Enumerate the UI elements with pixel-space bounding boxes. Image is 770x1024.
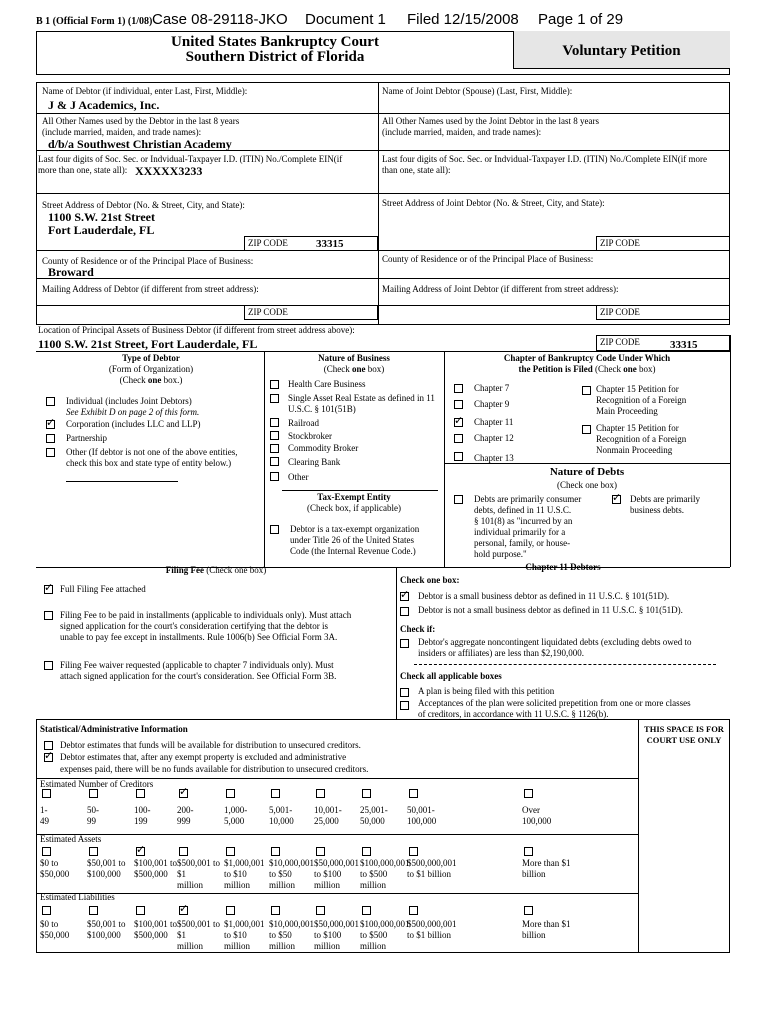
check-one-box-label: Check one box: (400, 575, 460, 585)
liabilities-range-label: million (269, 941, 296, 951)
liabilities-range-label: $50,000 (40, 930, 70, 940)
assets-range-label: $50,000,001 (314, 858, 359, 868)
debts-consumer-label-2: debts, defined in 11 U.S.C. (474, 505, 572, 515)
assets-range-checkbox[interactable] (316, 847, 325, 856)
creditors-range-checkbox[interactable] (136, 789, 145, 798)
assets-title: Estimated Assets (40, 834, 102, 844)
county-value[interactable]: Broward (48, 265, 94, 279)
joint-ssn-label: Last four digits of Soc. Sec. or Indvidual-Taxpayer I.D. (ITIN) No./Complete EIN(if more (382, 154, 708, 164)
ch12-label: Chapter 12 (474, 433, 514, 443)
debts-consumer-label-3: § 101(8) as "incurred by an (474, 516, 573, 526)
assets-range-checkbox[interactable] (409, 847, 418, 856)
ch15-nonmain-label: Chapter 15 Petition for (596, 423, 679, 433)
location-label: Location of Principal Assets of Business Debtor (if different from street address above): (38, 325, 355, 335)
court-use-2: COURT USE ONLY (646, 735, 722, 745)
type-sub-2: (Check one box.) (119, 375, 183, 385)
ch15-nonmain-label-3: Nonmain Proceeding (596, 445, 673, 455)
ch9-label: Chapter 9 (474, 399, 510, 409)
type-individual-checkbox[interactable] (46, 397, 55, 406)
liabilities-range-label: million (177, 941, 204, 951)
plan-filed-checkbox[interactable] (400, 688, 409, 697)
ch15-main-label-3: Main Proceeding (596, 406, 658, 416)
nb-clearing-label: Clearing Bank (288, 457, 341, 467)
nb-other-label: Other (288, 472, 309, 482)
ch11-debtors-title: Chapter 11 Debtors (525, 562, 601, 572)
fee-waiver-checkbox[interactable] (44, 661, 53, 670)
liabilities-range-checkbox[interactable] (362, 906, 371, 915)
liabilities-range-label: $1 (177, 930, 186, 940)
assets-range-label: $100,000,001 (360, 858, 410, 868)
liabilities-range-checkbox[interactable] (89, 906, 98, 915)
creditors-range-label: 100,000 (522, 816, 552, 826)
creditors-range-label: 25,001- (360, 805, 388, 815)
nature-business-sub: (Check one box) (323, 364, 385, 374)
liabilities-range-label: to $10 (224, 930, 247, 940)
zip-label: ZIP CODE (248, 238, 288, 248)
creditors-range-checkbox[interactable] (271, 789, 280, 798)
assets-range-label: million (360, 880, 387, 890)
nb-railroad-checkbox[interactable] (270, 418, 279, 427)
liabilities-title: Estimated Liabilities (40, 892, 115, 902)
joint-street-label: Street Address of Joint Debtor (No. & Street, City, and State): (382, 198, 605, 208)
creditors-range-label: 10,001- (314, 805, 342, 815)
nb-single-asset-label-2: U.S.C. § 101(51B) (288, 404, 356, 414)
assets-range-label: $0 to (40, 858, 59, 868)
creditors-range-label: 25,000 (314, 816, 339, 826)
liabilities-range-checkbox[interactable] (179, 906, 188, 915)
debts-consumer-label-6: hold purpose." (474, 549, 527, 559)
assets-range-label: to $1 billion (407, 869, 452, 879)
assets-range-label: to $500 (360, 869, 388, 879)
creditors-range-checkbox[interactable] (179, 789, 188, 798)
debts-business-label: Debts are primarily (630, 494, 700, 504)
creditors-range-label: 100- (134, 805, 151, 815)
type-other-label: Other (If debtor is not one of the above entities, (66, 447, 238, 457)
acceptances-label: Acceptances of the plan were solicited prepetition from one or more classes (418, 698, 691, 708)
nb-commodity-label: Commodity Broker (288, 443, 359, 453)
creditors-range-label: 99 (87, 816, 96, 826)
assets-range-label: million (269, 880, 296, 890)
fee-waiver-label-2: attach signed application for the court's consideration. See Official Form 3B. (60, 671, 337, 681)
acceptances-checkbox[interactable] (400, 701, 409, 710)
liabilities-range-label: $10,000,001 (269, 919, 314, 929)
location-value[interactable]: 1100 S.W. 21st Street, Fort Lauderdale, FL (38, 337, 258, 351)
debtor-ssn[interactable]: XXXXX3233 (135, 164, 203, 178)
aggregate-debts-label: Debtor's aggregate noncontingent liquidated debts (excluding debts owed to (418, 637, 692, 647)
court-name: United States Bankruptcy Court (171, 34, 379, 50)
tax-exempt-label-3: Code (the Internal Revenue Code.) (290, 546, 416, 556)
fee-full-checkbox[interactable] (44, 585, 53, 594)
creditors-range-label: 1,000- (224, 805, 248, 815)
liabilities-range-checkbox[interactable] (316, 906, 325, 915)
liabilities-range-label: $500,000,001 (407, 919, 457, 929)
fee-installments-label: Filing Fee to be paid in installments (applicable to individuals only). Must attach (60, 610, 352, 620)
creditors-range-checkbox[interactable] (226, 789, 235, 798)
joint-mailing-label: Mailing Address of Joint Debtor (if different from street address): (382, 284, 619, 294)
ch15-nonmain-checkbox[interactable] (582, 425, 591, 434)
ch9-checkbox[interactable] (454, 400, 463, 409)
nb-commodity-checkbox[interactable] (270, 444, 279, 453)
street-line-2[interactable]: Fort Lauderdale, FL (48, 223, 155, 237)
assets-range-label: billion (522, 869, 546, 879)
filing-fee-title: Filing Fee (Check one box) (165, 565, 267, 575)
assets-range-label: to $100 (314, 869, 342, 879)
ch7-checkbox[interactable] (454, 384, 463, 393)
liabilities-range-label: $500,000 (134, 930, 168, 940)
assets-range-label: to $50 (269, 869, 292, 879)
nature-debts-title: Nature of Debts (549, 466, 625, 478)
assets-range-label: $500,000,001 (407, 858, 457, 868)
creditors-range-checkbox[interactable] (89, 789, 98, 798)
document-number: Document 1 (305, 11, 386, 28)
acceptances-label-2: of creditors, in accordance with 11 U.S.C. § 1126(b). (418, 709, 609, 719)
location-zip-value[interactable]: 33315 (670, 339, 698, 351)
stat-admin-title: Statistical/Administrative Information (40, 724, 188, 734)
mailing-zip-label: ZIP CODE (248, 307, 288, 317)
debts-consumer-label-5: personal, family, or house- (474, 538, 571, 548)
assets-range-checkbox[interactable] (226, 847, 235, 856)
other-names-label: All Other Names used by the Debtor in the last 8 years (42, 116, 240, 126)
ssn-label: Last four digits of Soc. Sec. or Indvidual-Taxpayer I.D. (ITIN) No./Complete EIN(if (38, 154, 343, 164)
liabilities-range-label: million (224, 941, 251, 951)
assets-range-label: $500,000 (134, 869, 168, 879)
type-partnership-label: Partnership (66, 433, 107, 443)
creditors-range-label: 100,000 (407, 816, 437, 826)
assets-range-checkbox[interactable] (362, 847, 371, 856)
liabilities-range-label: $500,001 to (177, 919, 221, 929)
no-funds-checkbox[interactable] (44, 753, 53, 762)
assets-range-checkbox[interactable] (42, 847, 51, 856)
liabilities-range-checkbox[interactable] (42, 906, 51, 915)
assets-range-label: million (224, 880, 251, 890)
joint-mailing-zip-label: ZIP CODE (600, 307, 640, 317)
creditors-range-label: 5,000 (224, 816, 245, 826)
type-individual-label: Individual (includes Joint Debtors) (66, 396, 192, 406)
assets-range-label: $1 (177, 869, 186, 879)
nb-health-checkbox[interactable] (270, 380, 279, 389)
assets-range-label: $10,000,001 (269, 858, 314, 868)
creditors-range-checkbox[interactable] (409, 789, 418, 798)
type-corporation-label: Corporation (includes LLC and LLP) (66, 419, 201, 429)
nature-business-title: Nature of Business (318, 353, 390, 363)
aggregate-debts-label-2: insiders or affiliates) are less than $2,190,000. (418, 648, 585, 658)
liabilities-range-label: More than $1 (522, 919, 571, 929)
assets-range-label: million (177, 880, 204, 890)
assets-range-label: to $10 (224, 869, 247, 879)
creditors-range-label: 999 (177, 816, 191, 826)
county-label: County of Residence or of the Principal Place of Business: (42, 256, 254, 266)
debts-business-checkbox[interactable] (612, 495, 621, 504)
assets-range-checkbox[interactable] (89, 847, 98, 856)
ch15-main-label: Chapter 15 Petition for (596, 384, 679, 394)
assets-range-label: More than $1 (522, 858, 571, 868)
assets-range-label: $100,000 (87, 869, 121, 879)
street-line-1[interactable]: 1100 S.W. 21st Street (48, 210, 156, 224)
joint-other-names-label: All Other Names used by the Joint Debtor in the last 8 years (382, 116, 599, 126)
creditors-range-checkbox[interactable] (316, 789, 325, 798)
debtor-name[interactable]: J & J Academics, Inc. (48, 98, 160, 112)
other-entity-line[interactable] (66, 481, 178, 482)
plan-filed-label: A plan is being filed with this petition (418, 686, 555, 696)
debtor-other-names[interactable]: d/b/a Southwest Christian Academy (48, 137, 232, 151)
creditors-range-label: 1- (40, 805, 48, 815)
zip-value[interactable]: 33315 (316, 238, 344, 250)
liabilities-range-label: $100,001 to (134, 919, 178, 929)
creditors-title: Estimated Number of Creditors (40, 779, 154, 789)
chapter-sub: the Petition is Filed (Check one box) (518, 364, 656, 374)
other-names-label-2: (include married, maiden, and trade names): (42, 127, 202, 137)
small-business-checkbox[interactable] (400, 592, 409, 601)
liabilities-range-label: to $100 (314, 930, 342, 940)
creditors-range-label: Over (522, 805, 540, 815)
type-corporation-checkbox[interactable] (46, 420, 55, 429)
creditors-range-label: 49 (40, 816, 49, 826)
liabilities-range-checkbox[interactable] (136, 906, 145, 915)
creditors-range-checkbox[interactable] (362, 789, 371, 798)
nb-railroad-label: Railroad (288, 418, 319, 428)
nb-other-checkbox[interactable] (270, 472, 279, 481)
type-other-label-2: check this box and state type of entity below.) (66, 458, 232, 468)
assets-range-checkbox[interactable] (179, 847, 188, 856)
assets-range-checkbox[interactable] (524, 847, 533, 856)
joint-ssn-label-2: than one, state all): (382, 165, 451, 175)
liabilities-range-label: billion (522, 930, 546, 940)
street-label: Street Address of Debtor (No. & Street, City, and State): (42, 200, 245, 210)
creditors-range-checkbox[interactable] (524, 789, 533, 798)
joint-zip-label: ZIP CODE (600, 238, 640, 248)
liabilities-range-label: $100,000,001 (360, 919, 410, 929)
nature-debts-sub: (Check one box) (557, 480, 617, 490)
joint-name-label: Name of Joint Debtor (Spouse) (Last, First, Middle): (382, 86, 573, 96)
liabilities-range-label: $50,001 to (87, 919, 126, 929)
ch13-checkbox[interactable] (454, 452, 463, 461)
ch15-main-label-2: Recognition of a Foreign (596, 395, 687, 405)
location-zip-label: ZIP CODE (600, 337, 640, 347)
liabilities-range-label: $1,000,001 (224, 919, 265, 929)
fee-installments-label-2: signed application for the court's consideration certifying that the debtor is (60, 621, 329, 631)
liabilities-range-label: $0 to (40, 919, 59, 929)
court-use-1: THIS SPACE IS FOR (644, 724, 724, 734)
liabilities-range-label: million (360, 941, 387, 951)
debts-consumer-label: Debts are primarily consumer (474, 494, 582, 504)
ch13-label: Chapter 13 (474, 453, 514, 463)
court-district: Southern District of Florida (185, 49, 365, 65)
fee-full-label: Full Filing Fee attached (60, 584, 146, 594)
assets-range-label: $50,001 to (87, 858, 126, 868)
joint-county-label: County of Residence or of the Principal Place of Business: (382, 254, 594, 264)
no-funds-label-2: expenses paid, there will be no funds available for distribution to unsecured creditors. (60, 764, 369, 774)
nb-health-label: Health Care Business (288, 379, 366, 389)
assets-range-checkbox[interactable] (271, 847, 280, 856)
ch15-nonmain-label-2: Recognition of a Foreign (596, 434, 687, 444)
tax-exempt-title: Tax-Exempt Entity (317, 492, 391, 502)
ch7-label: Chapter 7 (474, 383, 510, 393)
creditors-range-label: 199 (134, 816, 148, 826)
assets-range-label: $500,001 to (177, 858, 221, 868)
case-number: Case 08-29118-JKO (152, 11, 288, 28)
ch11-label: Chapter 11 (474, 417, 514, 427)
type-other-checkbox[interactable] (46, 448, 55, 457)
assets-range-label: million (314, 880, 341, 890)
debts-consumer-label-4: individual primarily for a (474, 527, 566, 537)
debts-consumer-checkbox[interactable] (454, 495, 463, 504)
ch15-main-checkbox[interactable] (582, 386, 591, 395)
form-title: Voluntary Petition (562, 43, 681, 59)
mailing-label: Mailing Address of Debtor (if different from street address): (42, 284, 259, 294)
debtor-name-label: Name of Debtor (if individual, enter Last, First, Middle): (42, 86, 248, 96)
liabilities-range-checkbox[interactable] (524, 906, 533, 915)
nb-single-asset-checkbox[interactable] (270, 394, 279, 403)
joint-other-names-label-2: (include married, maiden, and trade names): (382, 127, 542, 137)
type-sub-1: (Form of Organization) (108, 364, 194, 374)
debts-business-label-2: business debts. (630, 505, 684, 515)
chapter-title: Chapter of Bankruptcy Code Under Which (503, 353, 671, 363)
no-funds-label: Debtor estimates that, after any exempt property is excluded and administrative (60, 752, 347, 762)
liabilities-range-label: $100,000 (87, 930, 121, 940)
page-number: Page 1 of 29 (538, 11, 624, 28)
creditors-range-label: 50,000 (360, 816, 385, 826)
tax-exempt-label: Debtor is a tax-exempt organization (290, 524, 420, 534)
creditors-range-label: 50- (87, 805, 99, 815)
nb-single-asset-label: Single Asset Real Estate as defined in 11 (288, 393, 435, 403)
fee-waiver-label: Filing Fee waiver requested (applicable to chapter 7 individuals only). Must (60, 660, 334, 670)
tax-exempt-checkbox[interactable] (270, 525, 279, 534)
liabilities-range-label: to $50 (269, 930, 292, 940)
ch11-checkbox[interactable] (454, 418, 463, 427)
creditors-range-checkbox[interactable] (42, 789, 51, 798)
type-individual-note: See Exhibit D on page 2 of this form. (66, 407, 200, 417)
funds-available-label: Debtor estimates that funds will be available for distribution to unsecured creditors. (60, 740, 361, 750)
assets-range-label: $50,000 (40, 869, 70, 879)
liabilities-range-checkbox[interactable] (226, 906, 235, 915)
assets-range-label: $100,001 to (134, 858, 178, 868)
filed-date: Filed 12/15/2008 (407, 11, 519, 28)
form-id: B 1 (Official Form 1) (1/08) (36, 16, 153, 27)
aggregate-debts-checkbox[interactable] (400, 639, 409, 648)
creditors-range-label: 50,001- (407, 805, 435, 815)
assets-range-checkbox[interactable] (136, 847, 145, 856)
fee-installments-checkbox[interactable] (44, 611, 53, 620)
tax-exempt-label-2: under Title 26 of the United States (290, 535, 414, 545)
liabilities-range-checkbox[interactable] (271, 906, 280, 915)
ssn-label-2: more than one, state all): (38, 165, 128, 175)
check-if-label: Check if: (400, 624, 436, 634)
nb-clearing-checkbox[interactable] (270, 457, 279, 466)
tax-exempt-sub: (Check box, if applicable) (307, 503, 401, 513)
liabilities-range-label: million (314, 941, 341, 951)
creditors-range-label: 10,000 (269, 816, 294, 826)
ch12-checkbox[interactable] (454, 434, 463, 443)
not-small-business-checkbox[interactable] (400, 607, 409, 616)
type-of-debtor-title: Type of Debtor (122, 353, 180, 363)
fee-installments-label-3: unable to pay fee except in installments. Rule 1006(b) See Official Form 3A. (60, 632, 338, 642)
assets-range-label: $1,000,001 (224, 858, 265, 868)
liabilities-range-label: $50,000,001 (314, 919, 359, 929)
creditors-range-label: 5,001- (269, 805, 293, 815)
creditors-range-label: 200- (177, 805, 194, 815)
type-partnership-checkbox[interactable] (46, 434, 55, 443)
liabilities-range-label: to $1 billion (407, 930, 452, 940)
small-business-label: Debtor is a small business debtor as defined in 11 U.S.C. § 101(51D). (418, 591, 670, 601)
liabilities-range-label: to $500 (360, 930, 388, 940)
nb-stockbroker-checkbox[interactable] (270, 431, 279, 440)
not-small-business-label: Debtor is not a small business debtor as defined in 11 U.S.C. § 101(51D). (418, 605, 683, 615)
check-all-label: Check all applicable boxes (400, 671, 502, 681)
liabilities-range-checkbox[interactable] (409, 906, 418, 915)
nb-stockbroker-label: Stockbroker (288, 431, 332, 441)
